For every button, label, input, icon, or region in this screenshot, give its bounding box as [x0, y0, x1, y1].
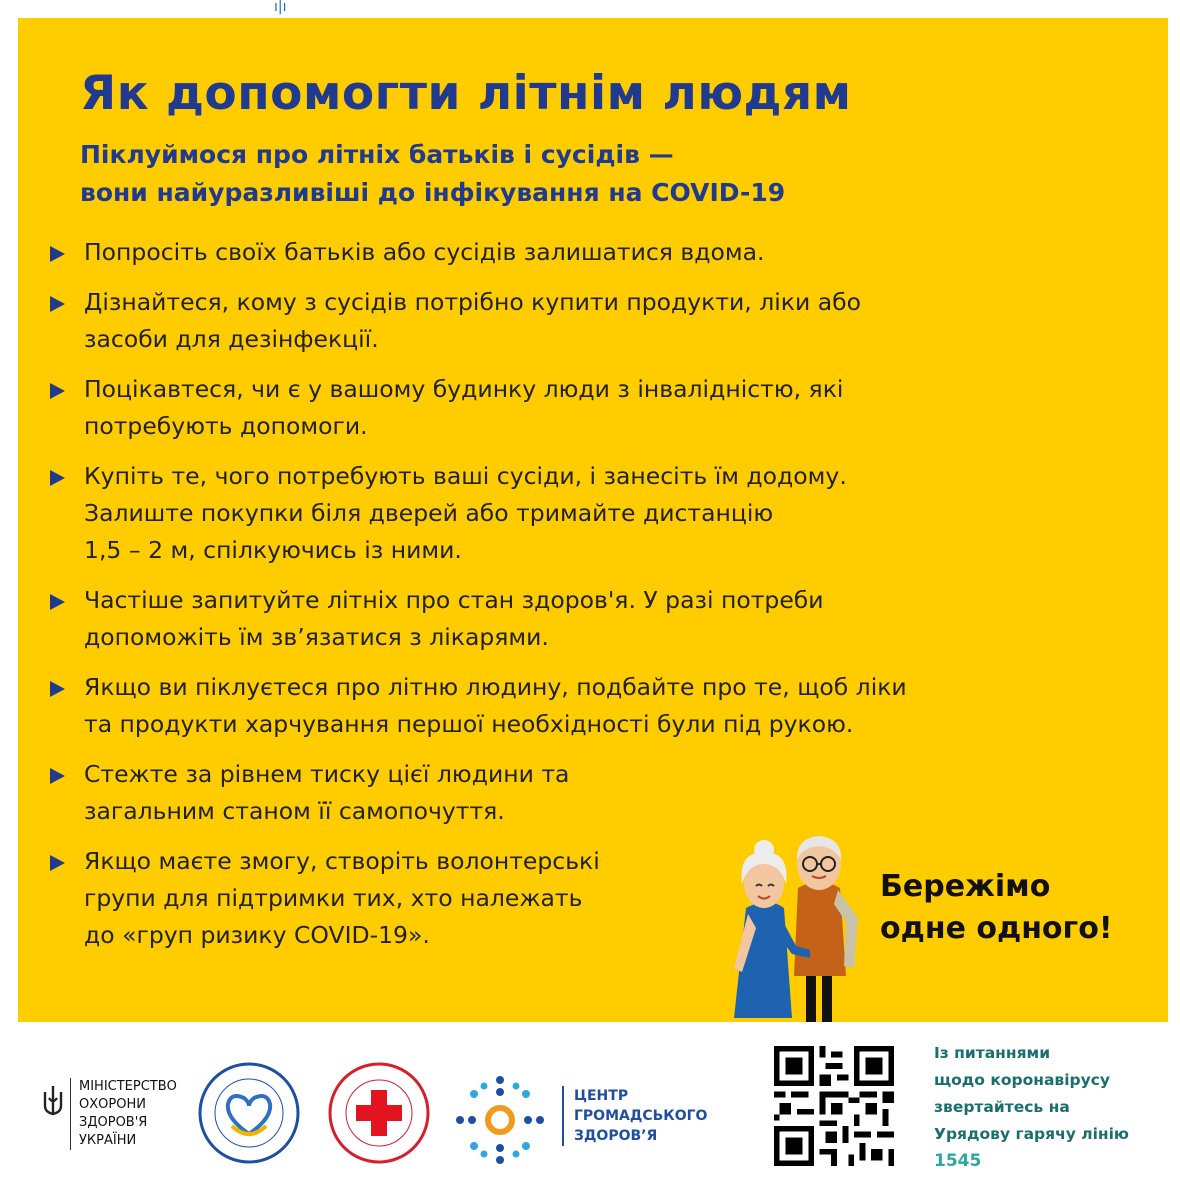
- advice-text: Якщо ви піклуєтеся про літню людину, подбайте про те, щоб ліки та продукти харчування першої необхідності були під рукою.: [84, 673, 907, 738]
- phc-line-1: ЦЕНТР: [574, 1088, 629, 1104]
- slogan-line-1: Бережімо: [880, 869, 1051, 904]
- ministry-name: [70, 1078, 177, 1150]
- ministry-line-3: ЗДОРОВ'Я: [79, 1115, 148, 1130]
- advice-text: Якщо маєте змогу, створіть волонтерські групи для підтримки тих, хто належать до «груп ризику COVID-19».: [84, 847, 600, 949]
- qr-code[interactable]: [774, 1046, 894, 1166]
- hotline-number[interactable]: 1545: [934, 1151, 982, 1171]
- triangle-bullet-icon: [50, 855, 65, 871]
- elderly-couple-illustration: [718, 818, 868, 1022]
- public-health-center-name: [562, 1086, 707, 1146]
- advice-item: [50, 234, 1090, 271]
- advice-text: Дізнайтеся, кому з сусідів потрібно купити продукти, ліки або засоби для дезінфекції.: [84, 288, 862, 353]
- triangle-bullet-icon: [50, 383, 65, 399]
- slogan: [880, 866, 1113, 950]
- subtitle-line-2: вони найуразливіші до інфікування на COVID-19: [80, 178, 786, 207]
- advice-text: Поцікавтеся, чи є у вашому будинку люди з інвалідністю, які потребують допомоги.: [84, 375, 844, 440]
- advice-item: [50, 669, 1090, 743]
- triangle-bullet-icon: [50, 768, 65, 784]
- advice-text: Купіть те, чого потребують ваші сусіди, і занесіть їм додому. Залиште покупки біля дверей або тримайте дистанцію 1,5 – 2 м, спілкуючись із ними.: [84, 462, 847, 564]
- advice-item: [50, 582, 1090, 656]
- slogan-line-2: одне одного!: [880, 911, 1113, 946]
- triangle-bullet-icon: [50, 681, 65, 697]
- poster-subtitle: [80, 136, 785, 212]
- top-edge-mark: ı|ı: [274, 0, 287, 15]
- hotline-line-1: Із питаннями: [934, 1044, 1051, 1062]
- advice-text: Попросіть своїх батьків або сусідів залишатися вдома.: [84, 238, 765, 266]
- phc-line-3: ЗДОРОВ’Я: [574, 1128, 658, 1144]
- ministry-of-health-logo: [42, 1078, 182, 1158]
- man-leg-right: [822, 968, 832, 1022]
- advice-text: Частіше запитуйте літніх про стан здоров'я. У разі потреби допоможіть їм зв’язатися з лікарями.: [84, 586, 824, 651]
- footer-logos: [0, 1022, 1180, 1200]
- triangle-bullet-icon: [50, 594, 65, 610]
- hotline-line-4: Урядову гарячу лінію: [934, 1125, 1129, 1143]
- trident-icon: [42, 1084, 64, 1118]
- triangle-bullet-icon: [50, 246, 65, 262]
- phc-line-2: ГРОМАДСЬКОГО: [574, 1108, 708, 1124]
- advice-item: [50, 371, 1090, 445]
- subtitle-line-1: Піклуймося про літніх батьків і сусідів —: [80, 140, 674, 169]
- advice-item: [50, 284, 1090, 358]
- red-cross-ukraine-logo: [328, 1062, 430, 1164]
- ministry-line-1: МІНІСТЕРСТВО: [79, 1079, 177, 1094]
- triangle-bullet-icon: [50, 470, 65, 486]
- hotline-info: [934, 1040, 1129, 1175]
- woman-hair-bun: [754, 840, 774, 860]
- poster-title: Як допомогти літнім людям: [80, 66, 852, 121]
- advice-item: [50, 458, 1090, 569]
- advice-item: [50, 756, 1090, 830]
- dots-emblem-icon: [450, 1070, 550, 1170]
- poster: [18, 18, 1168, 1022]
- advice-text: Стежте за рівнем тиску цієї людини та загальним станом її самопочуття.: [84, 760, 570, 825]
- volunteer-ombudsman-logo: [198, 1062, 300, 1164]
- man-leg-left: [806, 968, 816, 1022]
- public-health-center-logo: [450, 1070, 750, 1170]
- hotline-line-2: щодо коронавірусу: [934, 1071, 1111, 1089]
- ministry-line-2: ОХОРОНИ: [79, 1097, 146, 1112]
- hotline-line-3: звертайтесь на: [934, 1098, 1070, 1116]
- ministry-line-4: УКРАЇНИ: [79, 1133, 137, 1148]
- triangle-bullet-icon: [50, 296, 65, 312]
- advice-list: [50, 234, 1090, 967]
